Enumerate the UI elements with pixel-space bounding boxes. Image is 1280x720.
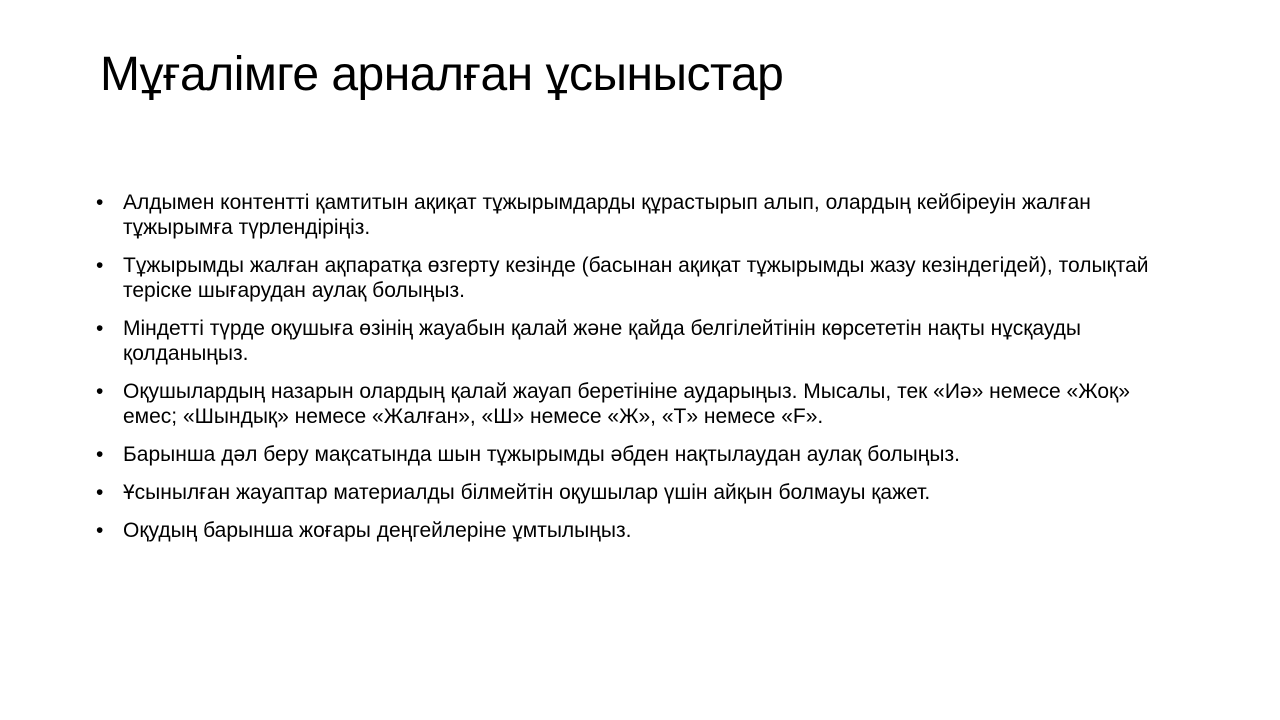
bullet-text: Тұжырымды жалған ақпаратқа өзгерту кезінде (басынан ақиқат тұжырымды жазу кезіндегідей), толықтай теріске шығарудан аулақ болыңыз. xyxy=(123,254,1149,302)
bullet-text: Алдымен контентті қамтитын ақиқат тұжырымдарды құрастырып алып, олардың кейбіреуін жалған тұжырымға түрлендіріңіз. xyxy=(123,191,1091,239)
bullet-marker: • xyxy=(96,317,104,340)
bullet-text: Оқудың барынша жоғары деңгейлеріне ұмтылыңыз. xyxy=(123,519,632,542)
bullet-item xyxy=(96,518,1186,543)
bullet-marker: • xyxy=(96,380,104,403)
bullet-item xyxy=(96,316,1186,366)
bullet-item xyxy=(96,253,1186,303)
bullet-text: Оқушылардың назарын олардың қалай жауап беретініне аударыңыз. Мысалы, тек «Иә» немесе «Жоқ» емес; «Шындық» немесе «Жалған», «Ш» немесе «Ж», «T» немесе «F». xyxy=(123,380,1130,428)
bullet-item xyxy=(96,442,1186,467)
bullet-text: Міндетті түрде оқушыға өзінің жауабын қалай және қайда белгілейтінін көрсететін нақты нұсқауды қолданыңыз. xyxy=(123,317,1082,365)
bullet-marker: • xyxy=(96,191,104,214)
bullet-text: Барынша дәл беру мақсатында шын тұжырымды әбден нақтылаудан аулақ болыңыз. xyxy=(123,443,960,466)
bullet-marker: • xyxy=(96,519,104,542)
bullet-list xyxy=(96,190,1186,556)
slide-title: Мұғалімге арналған ұсыныстар xyxy=(100,48,784,101)
bullet-text: Ұсынылған жауаптар материалды білмейтін оқушылар үшін айқын болмауы қажет. xyxy=(123,481,931,504)
bullet-item xyxy=(96,480,1186,505)
bullet-item xyxy=(96,379,1186,429)
bullet-marker: • xyxy=(96,254,104,277)
bullet-marker: • xyxy=(96,481,104,504)
bullet-item xyxy=(96,190,1186,240)
bullet-marker: • xyxy=(96,443,104,466)
